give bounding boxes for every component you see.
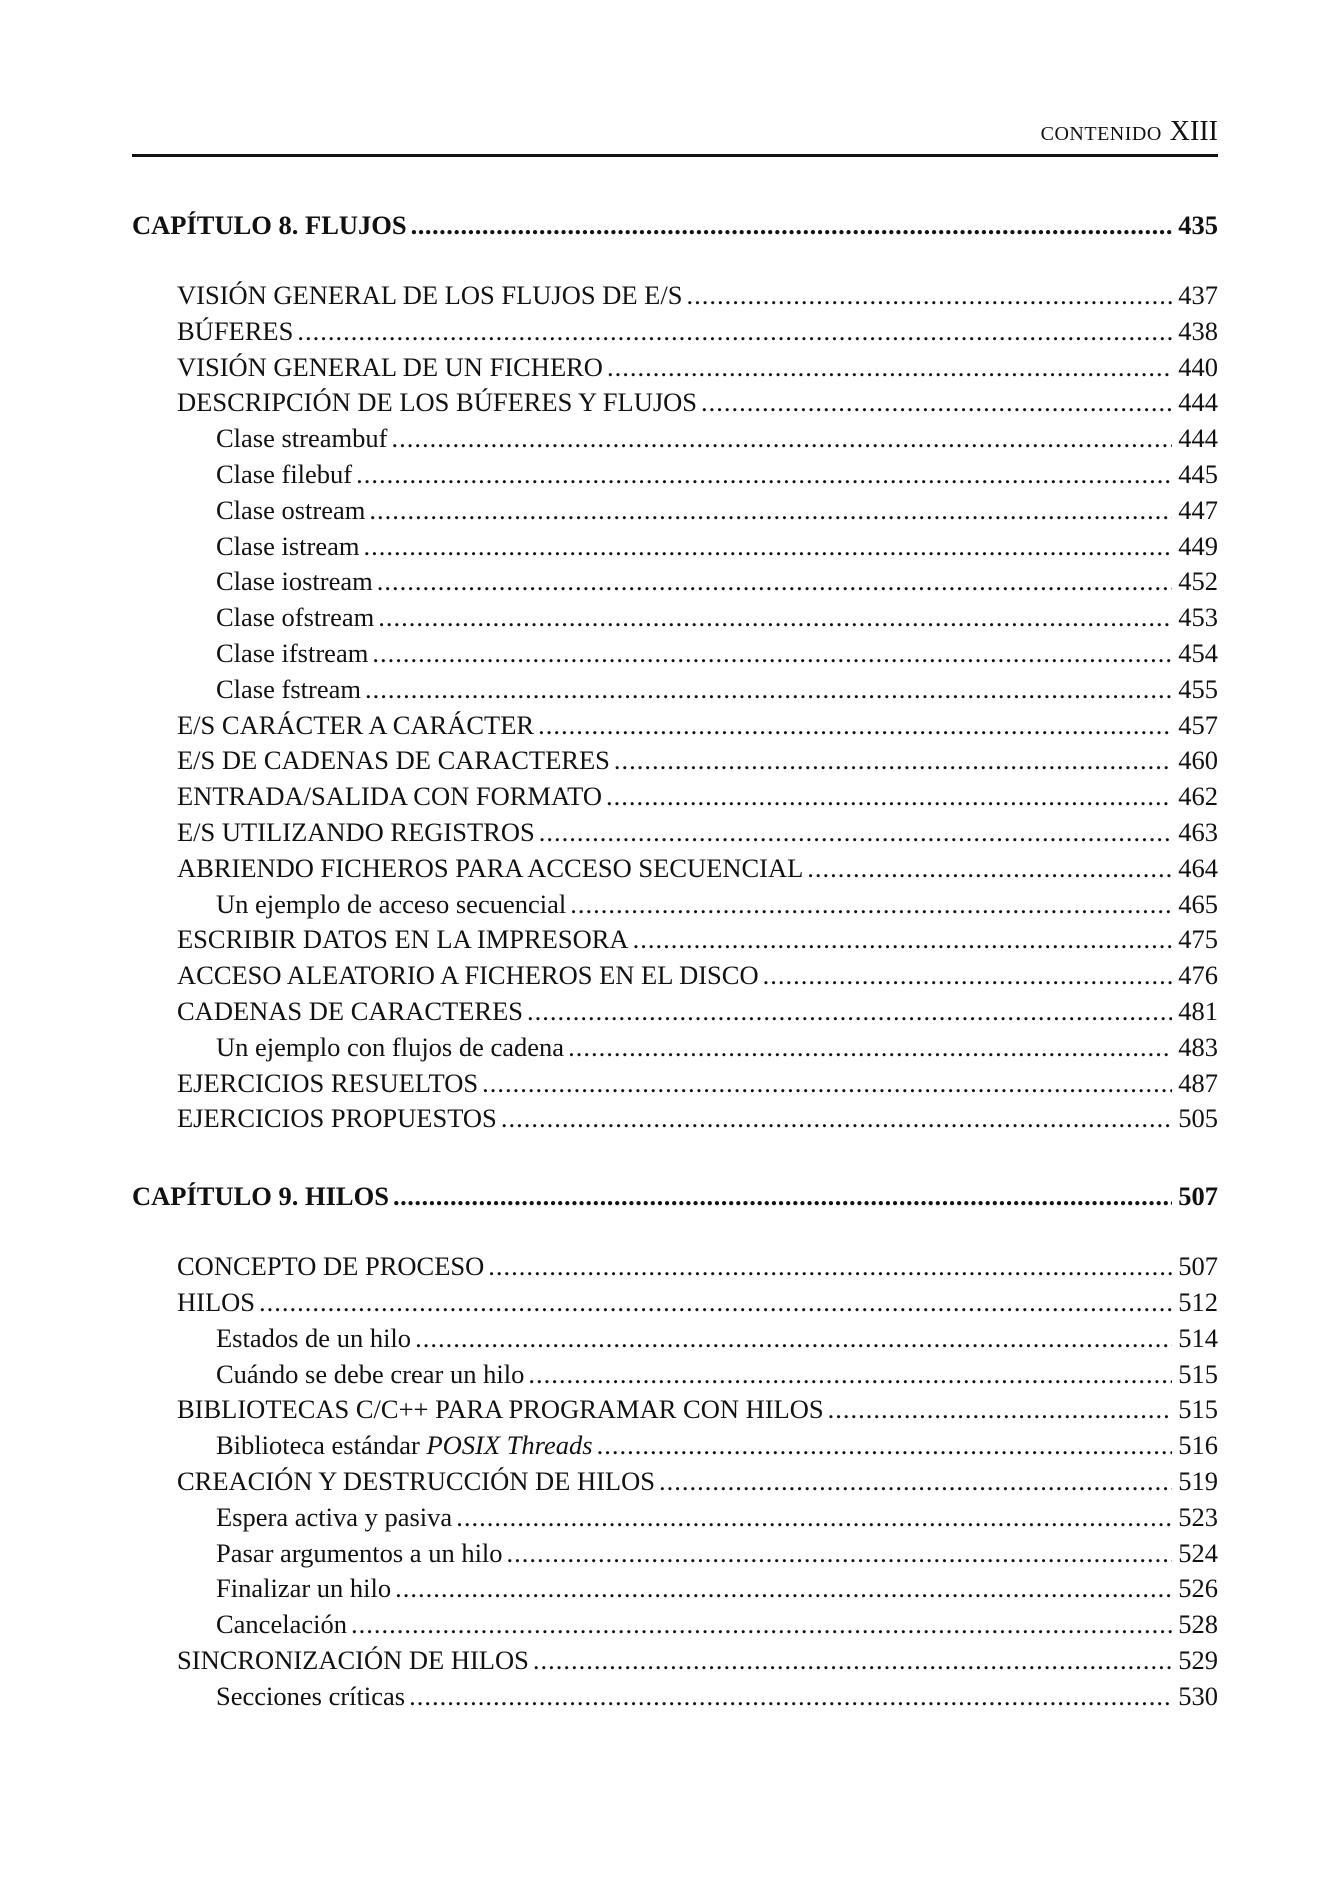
entry-page: 481 [1178, 995, 1218, 1026]
entry-title: ENTRADA/SALIDA CON FORMATO [177, 781, 603, 812]
toc-entry [132, 745, 1218, 781]
dot-leader [501, 1103, 1172, 1134]
dot-leader [828, 1394, 1173, 1425]
entry-page: 464 [1178, 852, 1218, 883]
entry-page: 524 [1178, 1537, 1218, 1568]
toc-subentry [132, 531, 1218, 567]
dot-leader [456, 1502, 1172, 1533]
dot-leader [365, 674, 1172, 705]
entry-title: EJERCICIOS RESUELTOS [177, 1067, 479, 1098]
entry-page: 512 [1178, 1286, 1218, 1317]
toc-subentry [132, 602, 1218, 638]
entry-title: Cancelación [216, 1609, 347, 1640]
entry-page: 514 [1178, 1322, 1218, 1353]
toc-entry [132, 1645, 1218, 1681]
entry-page: 437 [1178, 280, 1218, 310]
toc-subentry [132, 1502, 1218, 1538]
toc-entry [132, 1068, 1218, 1104]
entry-title: Un ejemplo con flujos de cadena [216, 1031, 565, 1062]
entry-title: DESCRIPCIÓN DE LOS BÚFERES Y FLUJOS [177, 387, 698, 418]
toc-subentry [132, 1430, 1218, 1466]
dot-leader [411, 210, 1173, 241]
dot-leader [659, 1466, 1172, 1497]
entry-title: Finalizar un hilo [216, 1573, 392, 1604]
entry-page: 519 [1178, 1465, 1218, 1496]
toc-entry [132, 1251, 1218, 1287]
entry-page: 523 [1178, 1501, 1218, 1532]
dot-leader [482, 1068, 1172, 1099]
entry-title: ACCESO ALEATORIO A FICHEROS EN EL DISCO [177, 960, 759, 991]
entry-title: CONCEPTO DE PROCESO [177, 1251, 485, 1282]
entry-page: 475 [1178, 924, 1218, 955]
entry-title: Pasar argumentos a un hilo [216, 1537, 503, 1568]
toc-chapter-8 [132, 210, 1218, 280]
entry-title-prefix: Biblioteca estándar [216, 1430, 427, 1461]
toc-entry [132, 924, 1218, 960]
dot-leader [391, 423, 1172, 454]
dot-leader [395, 1573, 1172, 1604]
toc-subentry [132, 1538, 1218, 1574]
entry-title: CADENAS DE CARACTERES [177, 995, 524, 1026]
dot-leader [351, 1609, 1172, 1640]
entry-page: 529 [1178, 1644, 1218, 1675]
dot-leader [533, 1645, 1172, 1676]
toc-entry [132, 817, 1218, 853]
dot-leader [528, 1359, 1172, 1390]
toc-subentry [132, 495, 1218, 531]
entry-page: 445 [1178, 458, 1218, 489]
toc-entry [132, 387, 1218, 423]
toc-entry [132, 960, 1218, 996]
toc-subentry [132, 1359, 1218, 1395]
toc-entry [132, 316, 1218, 352]
entry-page: 452 [1178, 566, 1218, 597]
entry-page: 438 [1178, 315, 1218, 346]
entry-title: E/S DE CADENAS DE CARACTERES [177, 745, 610, 776]
entry-title: Secciones críticas [216, 1680, 406, 1711]
toc-entry [132, 352, 1218, 388]
entry-page: 444 [1178, 387, 1218, 418]
dot-leader [568, 1032, 1172, 1063]
dot-leader [369, 495, 1172, 526]
header-text [1041, 116, 1218, 148]
dot-leader [527, 996, 1172, 1027]
entry-page: 465 [1178, 888, 1218, 919]
dot-leader [606, 781, 1172, 812]
entry-title: VISIÓN GENERAL DE LOS FLUJOS DE E/S [177, 280, 683, 310]
entry-title: E/S CARÁCTER A CARÁCTER [177, 709, 535, 740]
dot-leader [686, 280, 1172, 311]
dot-leader [488, 1251, 1172, 1282]
entry-page: 530 [1178, 1680, 1218, 1711]
dot-leader [356, 459, 1172, 490]
entry-page: 440 [1178, 351, 1218, 382]
entry-title: VISIÓN GENERAL DE UN FICHERO [177, 351, 603, 382]
dot-leader [364, 531, 1173, 562]
entry-title: HILOS [177, 1286, 256, 1317]
entry-title: Clase ofstream [216, 602, 375, 633]
entry-title: Estados de un hilo [216, 1322, 412, 1353]
toc-entry [132, 853, 1218, 889]
header-label: CONTENIDO [1040, 123, 1162, 145]
entry-page: 444 [1178, 423, 1218, 454]
dot-leader [378, 602, 1172, 633]
dot-leader [538, 710, 1172, 741]
toc-subentry [132, 423, 1218, 459]
dot-leader [409, 1681, 1172, 1712]
entry-title [216, 1430, 593, 1461]
toc-subentry [132, 1573, 1218, 1609]
entry-title: Clase istream [216, 530, 360, 561]
entry-page: 447 [1178, 494, 1218, 525]
dot-leader [614, 745, 1172, 776]
entry-page: 455 [1178, 673, 1218, 704]
chapter-page: 507 [1178, 1181, 1218, 1212]
entry-page: 516 [1178, 1430, 1218, 1461]
toc-entry [132, 1103, 1218, 1139]
dot-leader [607, 352, 1172, 383]
toc-subentry [132, 1323, 1218, 1359]
entry-title: E/S UTILIZANDO REGISTROS [177, 816, 535, 847]
dot-leader [701, 387, 1172, 418]
entry-title: ESCRIBIR DATOS EN LA IMPRESORA [177, 924, 629, 955]
dot-leader [539, 817, 1173, 848]
toc-subentry [132, 459, 1218, 495]
entry-title: Clase fstream [216, 673, 361, 704]
dot-leader [297, 316, 1172, 347]
dot-leader [633, 924, 1173, 955]
entry-page: 454 [1178, 637, 1218, 668]
toc-subentry [132, 674, 1218, 710]
entry-title: CREACIÓN Y DESTRUCCIÓN DE HILOS [177, 1465, 655, 1496]
entry-page: 453 [1178, 602, 1218, 633]
toc-entry [132, 1394, 1218, 1430]
toc-entry [132, 1466, 1218, 1502]
header-page-number: XIII [1169, 116, 1218, 147]
dot-leader [393, 1181, 1172, 1212]
entry-title-italic: POSIX Threads [426, 1430, 593, 1461]
toc-subentry [132, 889, 1218, 925]
dot-leader [415, 1323, 1172, 1354]
toc-subentry [132, 1032, 1218, 1068]
toc-subentry [132, 1609, 1218, 1645]
entry-page: 505 [1178, 1103, 1218, 1134]
toc-entry [132, 996, 1218, 1032]
toc-entry [132, 1287, 1218, 1323]
toc-chapter-9 [132, 1181, 1218, 1251]
entry-page: 476 [1178, 960, 1218, 991]
entry-title: Cuándo se debe crear un hilo [216, 1358, 525, 1389]
entry-title: BÚFERES [177, 315, 294, 346]
entry-page: 483 [1178, 1031, 1218, 1062]
entry-title: ABRIENDO FICHEROS PARA ACCESO SECUENCIAL [177, 852, 804, 883]
entry-title: Un ejemplo de acceso secuencial [216, 888, 567, 919]
toc-entry [132, 280, 1218, 316]
toc-subentry [132, 638, 1218, 674]
chapter-title: CAPÍTULO 9. HILOS [132, 1181, 389, 1212]
dot-leader [570, 889, 1172, 920]
chapter-page: 435 [1178, 210, 1218, 240]
entry-page: 515 [1178, 1358, 1218, 1389]
dot-leader [372, 638, 1172, 669]
dot-leader [507, 1538, 1173, 1569]
toc-entry [132, 781, 1218, 817]
entry-title: SINCRONIZACIÓN DE HILOS [177, 1644, 529, 1675]
entry-page: 528 [1178, 1609, 1218, 1640]
entry-page: 460 [1178, 745, 1218, 776]
dot-leader [259, 1287, 1172, 1318]
entry-page: 526 [1178, 1573, 1218, 1604]
entry-title: Clase ifstream [216, 637, 369, 668]
entry-page: 449 [1178, 530, 1218, 561]
entry-title: Espera activa y pasiva [216, 1501, 453, 1532]
dot-leader [377, 566, 1173, 597]
entry-title: Clase streambuf [216, 423, 388, 454]
toc-subentry [132, 566, 1218, 602]
toc-entry [132, 710, 1218, 746]
running-header [132, 118, 1218, 157]
entry-title: EJERCICIOS PROPUESTOS [177, 1103, 497, 1134]
entry-page: 457 [1178, 709, 1218, 740]
chapter-title: CAPÍTULO 8. FLUJOS [132, 210, 407, 240]
entry-page: 462 [1178, 781, 1218, 812]
entry-title: Clase iostream [216, 566, 373, 597]
toc-subentry [132, 1681, 1218, 1717]
entry-title: Clase ostream [216, 494, 366, 525]
entry-page: 515 [1178, 1394, 1218, 1425]
table-of-contents [132, 210, 1218, 1716]
entry-title: Clase filebuf [216, 458, 353, 489]
entry-page: 507 [1178, 1251, 1218, 1282]
dot-leader [763, 960, 1173, 991]
entry-page: 487 [1178, 1067, 1218, 1098]
entry-page: 463 [1178, 816, 1218, 847]
entry-title: BIBLIOTECAS C/C++ PARA PROGRAMAR CON HILOS [177, 1394, 824, 1425]
dot-leader [807, 853, 1172, 884]
dot-leader [597, 1430, 1173, 1461]
